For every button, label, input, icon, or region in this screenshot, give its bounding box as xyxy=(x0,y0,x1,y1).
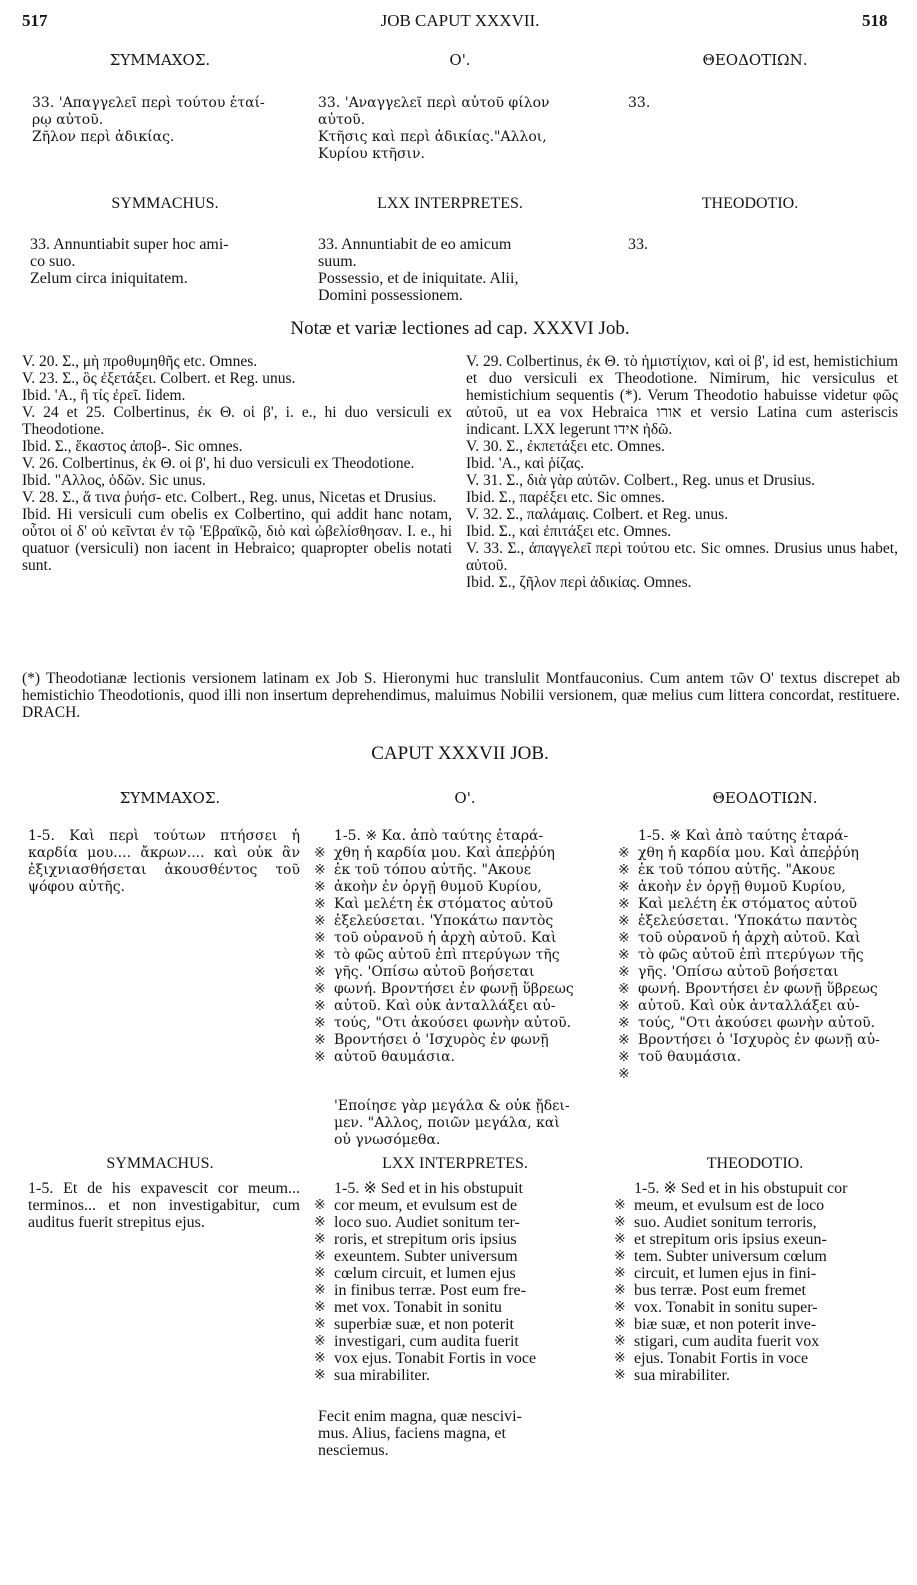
asterisk-icon: ※ xyxy=(314,1265,326,1281)
notes-left-column: V. 20. Σ., μὴ προθυμηθῆς etc. Omnes. V. 23. Σ., ὃς ἐξετάξει. Colbert. et Reg. unus. Ibid. 'Α., ἢ τίς ἐρεῖ. Iidem. V. 24 et 25. Colbertinus, ἐκ Θ. οἱ β', i. e., hi duo versiculi ex Theodotione. Ibid. Σ., ἕκαστος ἀποβ-. Sic omnes. V. 26. Colbertinus, ἐκ Θ. οἱ β', hi duo versiculi ex Theodotione. Ibid. "Αλλος, ὁδῶν. Sic unus. V. 28. Σ., ἅ τινα ῥυήσ- etc. Colbert., Reg. unus, Nicetas et Drusius. Ibid. Hi versiculi cum obelis ex Colbertino, qui addit hanc notam, οὗτοι οἱ δ' οὐ κεῖνται ἐν τῷ 'Εβραϊκῷ, διὸ καὶ ὠβελίσθησαν. I. e., hi quatuor (versiculi) non iacent in Hebraico; quapropter obelis notati sunt. xyxy=(22,353,452,574)
asterisk-icon: ※ xyxy=(614,1248,626,1264)
asterisk-icon: ※ xyxy=(314,1316,326,1332)
page-number-right: 518 xyxy=(862,11,888,30)
chapter-greek-head-symmachus: ΣΥΜΜΑΧΟΣ. xyxy=(119,789,221,807)
notes-footnote: (*) Theodotianæ lectionis versionem latinam ex Job S. Hieronymi huc translulit Montfauconius. Cum antem τῶν O' textus discrepet ab hemistichio Theodotionis, quod illi non insertum deprehendimus, maluimus Nobilii versionem, quæ melius cum littera concordat, restituere. DRACH. xyxy=(22,670,900,721)
asterisk-icon: ※ xyxy=(314,1015,326,1031)
chapter-symmachus-latin: 1-5. Et de his expavescit cor meum... terminos... et non investigabitur, cum auditus fuerit strepitus ejus. xyxy=(28,1180,300,1231)
chapter-lxx-latin-tail: Fecit enim magna, quæ nescivi- mus. Alius, faciens magna, et nesciemus. xyxy=(318,1408,522,1459)
theodotion-greek-asterisk-margin xyxy=(618,845,634,1083)
top-latin-lxx: 33. Annuntiabit de eo amicum suum. Possessio, et de iniquitate. Alii, Domini possessionem. xyxy=(318,236,519,304)
lxx-latin-asterisk-margin xyxy=(314,1197,330,1384)
asterisk-icon: ※ xyxy=(314,1248,326,1264)
asterisk-icon: ※ xyxy=(314,862,326,878)
asterisk-icon: ※ xyxy=(314,1282,326,1298)
top-greek-lxx: 33. 'Αναγγελεῖ περὶ αὐτοῦ φίλον αὐτοῦ. Κτῆσις καὶ περὶ ἀδικίας."Αλλοι, Κυρίου κτῆσιν. xyxy=(318,95,550,162)
asterisk-icon: ※ xyxy=(618,1015,630,1031)
top-latin-symmachus: 33. Annuntiabit super hoc ami- co suo. Zelum circa iniquitatem. xyxy=(30,236,229,287)
top-greek-head-lxx: O'. xyxy=(449,51,471,69)
top-latin-head-symmachus: SYMMACHUS. xyxy=(111,195,219,212)
lxx-greek-asterisk-margin xyxy=(314,845,330,1066)
asterisk-icon: ※ xyxy=(618,845,630,861)
chapter-theodotion-greek: 1-5. ※ Καὶ ἀπὸ ταύτης ἐταρά- χθη ἡ καρδία μου. Καὶ ἀπεῤῥύη ἐκ τοῦ τόπου αὐτῆς. "Ακουε ἀκοὴν ἐν ὀργῇ θυμοῦ Κυρίου, Καὶ μελέτη ἐκ στόματος αὐτοῦ ἐξελεύσεται. 'Υποκάτω παντὸς τοῦ οὐρανοῦ ἡ ἀρχὴ αὐτοῦ. Καὶ τὸ φῶς αὐτοῦ ἐπὶ πτερύγων τῆς γῆς. 'Οπίσω αὐτοῦ βοήσεται φωνή. Βροντήσει ἐν φωνῇ ὕβρεως αὐτοῦ. Καὶ οὐκ ἀνταλλάξει αὐ- τούς, "Οτι ἀκούσει φωνὴν αὐτοῦ. Βροντήσει ὁ 'Ισχυρὸς ἐν φωνῇ αὐ- τοῦ θαυμάσια. xyxy=(638,828,880,1065)
notes-title: Notæ et variæ lectiones ad cap. XXXVI Job. xyxy=(290,318,630,339)
asterisk-icon: ※ xyxy=(618,879,630,895)
top-latin-theodotio: 33. xyxy=(628,236,648,253)
asterisk-icon: ※ xyxy=(314,913,326,929)
page-number-left: 517 xyxy=(22,11,48,30)
asterisk-icon: ※ xyxy=(314,1299,326,1315)
top-greek-head-theodotion: ΘΕΟΔΟΤΙΩΝ. xyxy=(702,51,808,69)
asterisk-icon: ※ xyxy=(314,964,326,980)
asterisk-icon: ※ xyxy=(314,1049,326,1065)
top-greek-head-symmachus: ΣΥΜΜΑΧΟΣ. xyxy=(109,51,211,69)
chapter-lxx-greek-tail: 'Εποίησε γὰρ μεγάλα & οὐκ ᾔδει- μεν. "Αλλος, ποιῶν μεγάλα, καὶ οὐ γνωσόμεθα. xyxy=(334,1098,570,1148)
asterisk-icon: ※ xyxy=(314,845,326,861)
asterisk-icon: ※ xyxy=(618,1049,630,1065)
asterisk-icon: ※ xyxy=(614,1367,626,1383)
asterisk-icon: ※ xyxy=(314,998,326,1014)
chapter-lxx-greek: 1-5. ※ Κα. ἀπὸ ταύτης ἐταρά- χθη ἡ καρδία μου. Καὶ ἀπεῤῥύη ἐκ τοῦ τόπου αὐτῆς. "Ακουε ἀκοὴν ἐν ὀργῇ θυμοῦ Κυρίου, Καὶ μελέτη ἐκ στόματος αὐτοῦ ἐξελεύσεται. 'Υποκάτω παντὸς τοῦ οὐρανοῦ ἡ ἀρχὴ αὐτοῦ. Καὶ τὸ φῶς αὐτοῦ ἐπὶ πτερύγων τῆς γῆς. 'Οπίσω αὐτοῦ βοήσεται φωνή. Βροντήσει ἐν φωνῇ ὕβρεως αὐτοῦ. Καὶ οὐκ ἀνταλλάξει αὐ- τούς, "Οτι ἀκούσει φωνὴν αὐτοῦ. Βροντήσει ὁ 'Ισχυρὸς ἐν φωνῇ αὐτοῦ θαυμάσια. xyxy=(334,828,574,1065)
asterisk-icon: ※ xyxy=(614,1282,626,1298)
top-greek-theodotion: 33. xyxy=(628,95,651,111)
asterisk-icon: ※ xyxy=(618,947,630,963)
chapter-symmachus-greek: 1-5. Καὶ περὶ τούτων πτήσσει ἡ καρδία μου.... ἄκρων.... καὶ οὐκ ἂν ἐξιχνιασθήσεται ἀκουσθέντος τοῦ ψόφου αὐτῆς. xyxy=(28,828,300,895)
asterisk-icon: ※ xyxy=(618,913,630,929)
asterisk-icon: ※ xyxy=(614,1299,626,1315)
chapter-title: CAPUT XXXVII JOB. xyxy=(371,743,549,764)
chapter-latin-head-symmachus: SYMMACHUS. xyxy=(106,1155,214,1172)
asterisk-icon: ※ xyxy=(618,981,630,997)
theodotio-latin-asterisk-margin xyxy=(614,1197,630,1384)
notes-right-column: V. 29. Colbertinus, ἐκ Θ. τὸ ἡμιστίχιον, καὶ οἱ β', id est, hemistichium et duo versiculi ex Theodotione. Nimirum, hic versiculus et hemistichium sequentis (*). Verum Theodotio habuisse videtur φῶς αὐτοῦ, ut ea vox Hebraica אורו et versio Latina cum asteriscis indicant. LXX legerunt אידו ἠδῶ. V. 30. Σ., ἐκπετάξει etc. Omnes. Ibid. 'Α., καὶ ῥίζας. V. 31. Σ., διὰ γὰρ αὐτῶν. Colbert., Reg. unus et Drusius. Ibid. Σ., παρέξει etc. Sic omnes. V. 32. Σ., παλάμαις. Colbert. et Reg. unus. Ibid. Σ., καὶ ἐπιτάξει etc. Omnes. V. 33. Σ., ἀπαγγελεῖ περὶ τούτου etc. Sic omnes. Drusius unus habet, αὐτοῦ. Ibid. Σ., ζῆλον περὶ ἀδικίας. Omnes. xyxy=(466,353,898,591)
asterisk-icon: ※ xyxy=(618,862,630,878)
asterisk-icon: ※ xyxy=(314,1333,326,1349)
asterisk-icon: ※ xyxy=(314,1032,326,1048)
chapter-greek-head-lxx: O'. xyxy=(454,789,476,807)
asterisk-icon: ※ xyxy=(618,1066,630,1082)
top-latin-head-lxx: LXX INTERPRETES. xyxy=(377,195,523,212)
asterisk-icon: ※ xyxy=(618,998,630,1014)
asterisk-icon: ※ xyxy=(618,896,630,912)
chapter-latin-head-lxx: LXX INTERPRETES. xyxy=(382,1155,528,1172)
asterisk-icon: ※ xyxy=(614,1231,626,1247)
asterisk-icon: ※ xyxy=(618,964,630,980)
asterisk-icon: ※ xyxy=(614,1197,626,1213)
chapter-lxx-latin: 1-5. ※ Sed et in his obstupuit cor meum, et evulsum est de loco suo. Audiet sonitum ter- roris, et strepitum oris ipsius exeuntem. Subter universum cœlum circuit, et lumen ejus in finibus terræ. Post eum fre- met vox. Tonabit in sonitu superbiæ suæ, et non poterit investigari, cum audita fuerit vox ejus. Tonabit Fortis in voce sua mirabiliter. xyxy=(334,1180,537,1384)
asterisk-icon: ※ xyxy=(314,1214,326,1230)
asterisk-icon: ※ xyxy=(314,1197,326,1213)
top-greek-symmachus: 33. 'Απαγγελεῖ περὶ τούτου ἑταί- ρῳ αὐτοῦ. Ζῆλον περὶ ἀδικίας. xyxy=(32,95,265,145)
asterisk-icon: ※ xyxy=(618,1032,630,1048)
top-latin-head-theodotio: THEODOTIO. xyxy=(701,195,799,212)
asterisk-icon: ※ xyxy=(314,947,326,963)
chapter-theodotio-latin: 1-5. ※ Sed et in his obstupuit cor meum, et evulsum est de loco suo. Audiet sonitum terroris, et strepitum oris ipsius exeun- tem. Subter universum cœlum circuit, et lumen ejus in fini- bus terræ. Post eum fremet vox. Tonabit in sonitu super- biæ suæ, et non poterit inve- stigari, cum audita fuerit vox ejus. Tonabit Fortis in voce sua mirabiliter. xyxy=(634,1180,848,1384)
asterisk-icon: ※ xyxy=(614,1316,626,1332)
asterisk-icon: ※ xyxy=(314,981,326,997)
asterisk-icon: ※ xyxy=(614,1350,626,1366)
running-title: JOB CAPUT XXXVII. xyxy=(380,11,540,30)
asterisk-icon: ※ xyxy=(614,1265,626,1281)
asterisk-icon: ※ xyxy=(314,1367,326,1383)
asterisk-icon: ※ xyxy=(614,1214,626,1230)
asterisk-icon: ※ xyxy=(314,1350,326,1366)
chapter-greek-head-theodotion: ΘΕΟΔΟΤΙΩΝ. xyxy=(712,789,818,807)
chapter-latin-head-theodotio: THEODOTIO. xyxy=(706,1155,804,1172)
asterisk-icon: ※ xyxy=(314,896,326,912)
asterisk-icon: ※ xyxy=(614,1333,626,1349)
asterisk-icon: ※ xyxy=(314,1231,326,1247)
asterisk-icon: ※ xyxy=(618,930,630,946)
asterisk-icon: ※ xyxy=(314,879,326,895)
asterisk-icon: ※ xyxy=(314,930,326,946)
